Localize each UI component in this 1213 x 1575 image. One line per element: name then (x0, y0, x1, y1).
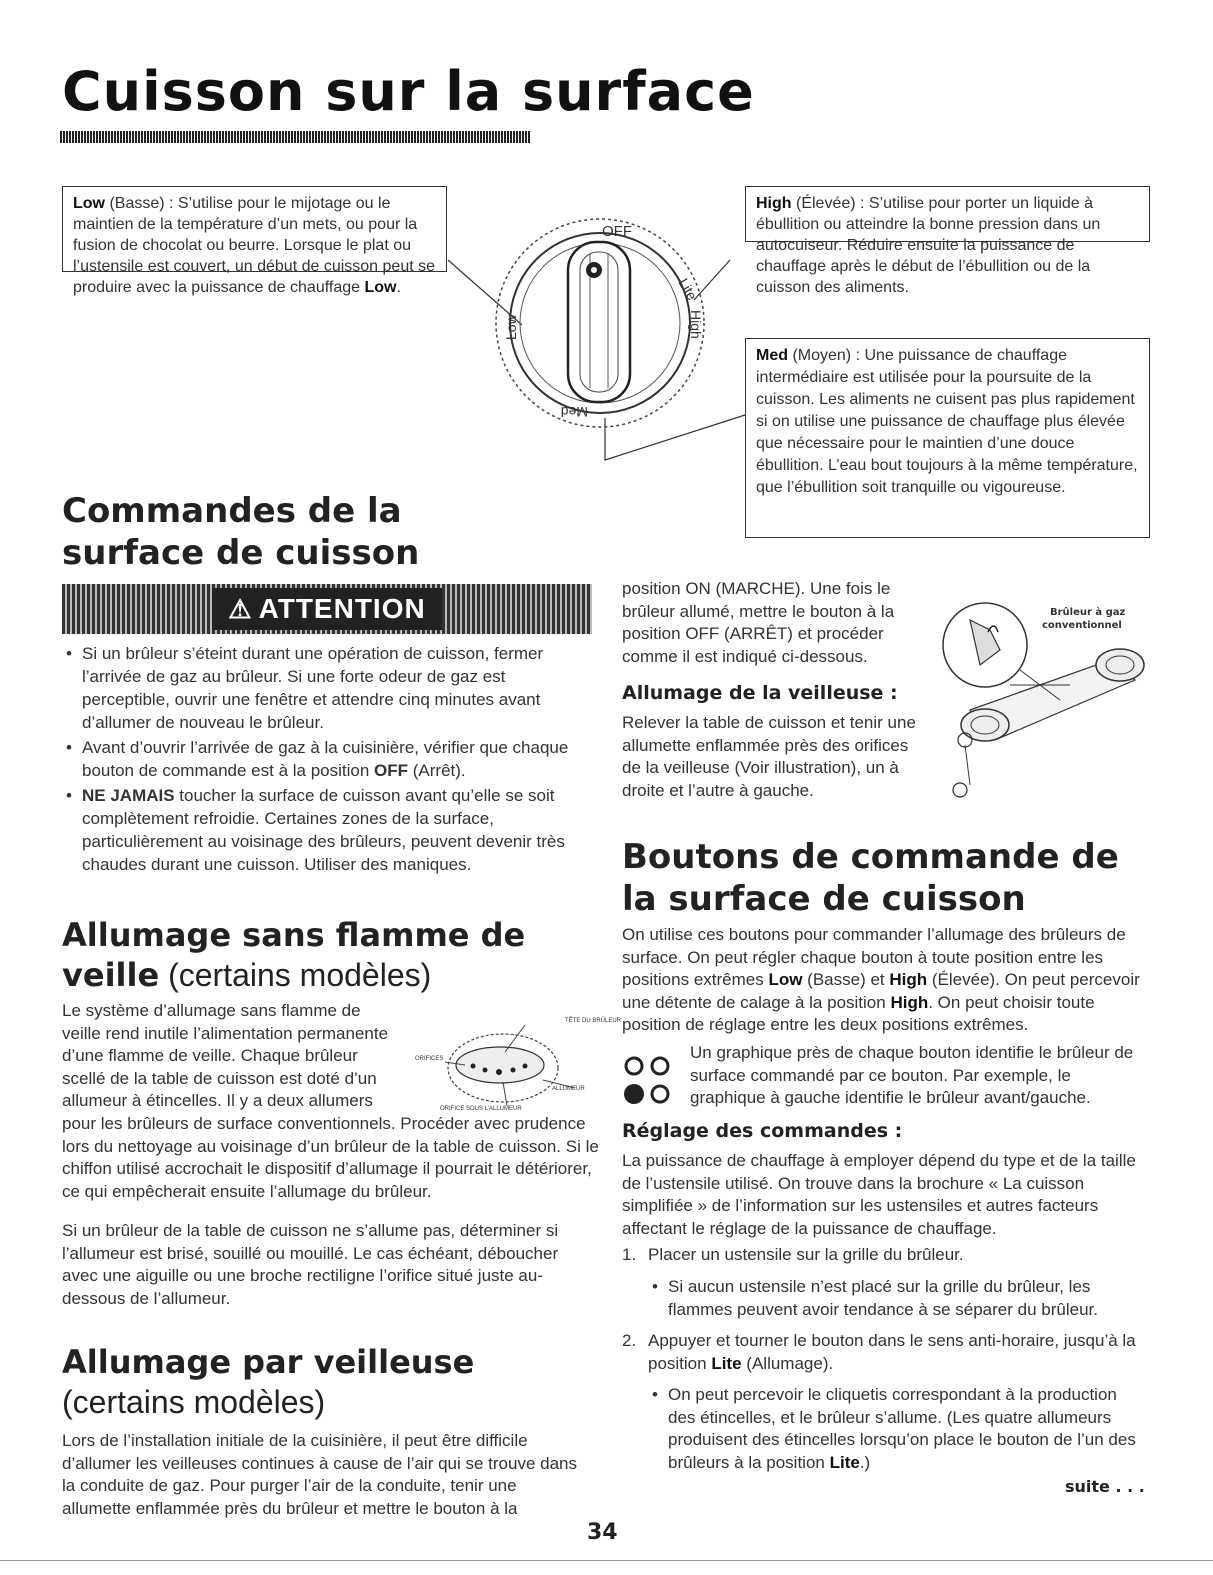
allumage-par-paragraph-2: position ON (MARCHE). Une fois le brûleur allumé, mettre le bouton à la position OFF (ARRÊT) et procéder comme il est indiqué ci-dessous. (622, 579, 895, 666)
boutons-paragraph-3: La puissance de chauffage à employer dépend du type et de la taille de l’ustensile utilisé. On trouve dans la brochure « La cuisson simplifiée » de l’information sur les ustensiles et autres facteurs affectant le réglage de la puissance de chauffage. (622, 1151, 1136, 1238)
high-callout (745, 186, 1150, 296)
svg-text:ALLUMEUR: ALLUMEUR (552, 1086, 585, 1092)
attention-item: • Si un brûleur s’éteint durant une opération de cuisson, fermer l’arrivée de gaz au brûleur. Si une forte odeur de gaz est perceptible, ouvrir une fenêtre et attendre cinq minutes avant d’allumer de nouveau le brûleur. (62, 642, 592, 734)
page-number: 34 (587, 1520, 618, 1545)
allumage-sans-paragraph-1: Le système d’allumage sans flamme de veille rend inutile l’alimentation permanente d’une flamme de veille. Chaque brûleur scellé de la table de cuisson est doté d’un allumeur à étincelles. Il y a deux allumers pour les brûleurs de surface conventionnels. Procéder avec prudence lors du nettoyage au voisinage d’un brûleur de la table de cuisson. Si le chiffon utilisé accrochait le dispositif d’allumage il pourrait le détériorer, ce qui empêcherait ensuite l’allumage du brûleur. (62, 1000, 602, 1203)
svg-text:Brûleur à gaz: Brûleur à gaz (1050, 607, 1126, 618)
svg-text:ORIFICE SOUS L’ALLUMEUR: ORIFICE SOUS L’ALLUMEUR (440, 1106, 522, 1112)
dial-off-label: OFF (602, 223, 632, 240)
dial-med-label: Med (560, 404, 588, 420)
allumage-veilleuse-subheading: Allumage de la veilleuse : (622, 682, 898, 704)
attention-box (62, 584, 592, 884)
dial-high-label: High (688, 310, 704, 339)
attention-list (62, 642, 592, 878)
allumage-par-heading: Allumage par veilleuse (certains modèles) (62, 1343, 475, 1420)
med-callout (745, 338, 1150, 538)
step-1-bullet: • Si aucun ustensile n’est placé sur la grille du brûleur, les flammes peuvent avoir tendance à se séparer du brûleur. (652, 1277, 1098, 1319)
attention-item: • NE JAMAIS toucher la surface de cuisson avant qu’elle se soit complètement refroidie. Certaines zones de la surface, particulièrement au voisinage des brûleurs, peuvent devenir très chaudes durant une cuisson. Utiliser des maniques. (62, 784, 592, 876)
attention-item: • Avant d’ouvrir l’arrivée de gaz à la cuisinière, vérifier que chaque bouton de commande est à la position OFF (Arrêt). (62, 736, 592, 782)
high-text: (Élevée) : S’utilise pour porter un liquide à ébullition ou atteindre la bonne pression dans un autocuiseur. Réduire ensuite la puissance de chauffage après le début de l’ébullition ou de la cuisson des aliments. (756, 195, 1101, 296)
control-knob-illustration (440, 200, 750, 470)
page-title: Cuisson sur la surface (62, 60, 755, 123)
allumage-sans-heading: Allumage sans flamme de veille (certains modèles) (62, 916, 526, 994)
allumage-par-paragraph-1: Lors de l’installation initiale de la cuisinière, il peut être difficile d’allumer les veilleuses continues à cause de l’air qui se trouve dans la conduite de gaz. Pour purger l’air de la conduite, tenir une allumette enflammée près du brûleur et mettre le bouton à la (62, 1431, 578, 1518)
high-term: High (756, 195, 792, 212)
footer-rule (0, 1560, 1213, 1561)
boutons-paragraph-1: On utilise ces boutons pour commander l’allumage des brûleurs de surface. On peut régler chaque bouton à toute position entre les positions extrêmes Low (Basse) et High (Élevée). On peut percevoir une détente de calage à la position High. On peut choisir toute position de réglage entre les deux positions extrêmes. (622, 925, 1140, 1035)
svg-text:TÊTE DU BRÛLEUR: TÊTE DU BRÛLEUR (565, 1018, 622, 1024)
reglage-subheading: Réglage des commandes : (622, 1120, 903, 1142)
svg-text:ORIFICES: ORIFICES (415, 1056, 444, 1062)
conventional-burner-illustration (910, 590, 1170, 840)
title-underline (60, 131, 530, 143)
boutons-heading: Boutons de commande de la surface de cuisson (622, 837, 1119, 919)
step-2-bullet: • On peut percevoir le cliquetis correspondant à la production des étincelles, et le brûleur s’allume. (Les quatre allumeurs produisent des étincelles lorsqu’on place le bouton de l’un des brûleurs à la position Lite.) (652, 1385, 1136, 1472)
med-term: Med (756, 347, 788, 364)
low-callout-box-extend (62, 271, 447, 272)
continued-label: suite . . . (1065, 1477, 1145, 1496)
dial-low-label: Low (503, 314, 519, 340)
low-term: Low (73, 195, 105, 212)
sealed-burner-illustration (415, 1010, 622, 1120)
dial-lite-label: Lite (675, 275, 701, 304)
allumage-sans-paragraph-2: Si un brûleur de la table de cuisson ne s’allume pas, déterminer si l’allumeur est brisé, souillé ou mouillé. Le cas échéant, déboucher avec une aiguille ou une broche rectiligne l’orifice situé juste au-dessous de l’allumeur. (62, 1221, 559, 1308)
allumage-par-paragraph-3: Relever la table de cuisson et tenir une allumette enflammée près des orifices de la veilleuse (Voir illustration), un à droite et l’autre à gauche. (622, 713, 916, 800)
commandes-heading: Commandes de la surface de cuisson (62, 491, 420, 573)
warning-triangle-icon: ⚠ (228, 594, 253, 624)
step-1: 1. Placer un ustensile sur la grille du brûleur. (622, 1245, 964, 1264)
svg-text:conventionnel: conventionnel (1042, 620, 1122, 631)
med-text: (Moyen) : Une puissance de chauffage intermédiaire est utilisée pour la poursuite de la cuisson. Les aliments ne cuisent pas plus rapidement si on utilise une puissance de chauffage plus élevée que nécessaire pour le maintien d’une douce ébullition. L’eau bout toujours à la même température, que l’ébullition soit tranquille ou vigoureuse. (756, 347, 1138, 496)
low-text: (Basse) : S’utilise pour le mijotage ou le maintien de la température d’un mets, ou pour la fusion de chocolat ou beurre. Lorsque le plat ou l’ustensile est couvert, un début de cuisson peut se produire avec la puissance de chauffage (73, 195, 435, 296)
step-2: 2. Appuyer et tourner le bouton dans le sens anti-horaire, jusqu’à la position Lite (Allumage). (622, 1331, 1136, 1373)
low-term-2: Low (364, 279, 397, 296)
low-callout: Low (Basse) : S’utilise pour le mijotage ou le maintien de la température d’un mets, ou pour la fusion de chocolat ou beurre. Lorsque le plat ou l’ustensile est couvert, un début de cuisson peut se produire avec la puissance de chauffage Low. (62, 186, 447, 272)
attention-label: ⚠ ATTENTION (212, 588, 442, 630)
burner-position-graphic-icon (622, 1048, 674, 1110)
boutons-paragraph-2: Un graphique près de chaque bouton identifie le brûleur de surface commandé par ce bouton. Par exemple, le graphique à gauche identifie le brûleur avant/gauche. (690, 1043, 1134, 1108)
